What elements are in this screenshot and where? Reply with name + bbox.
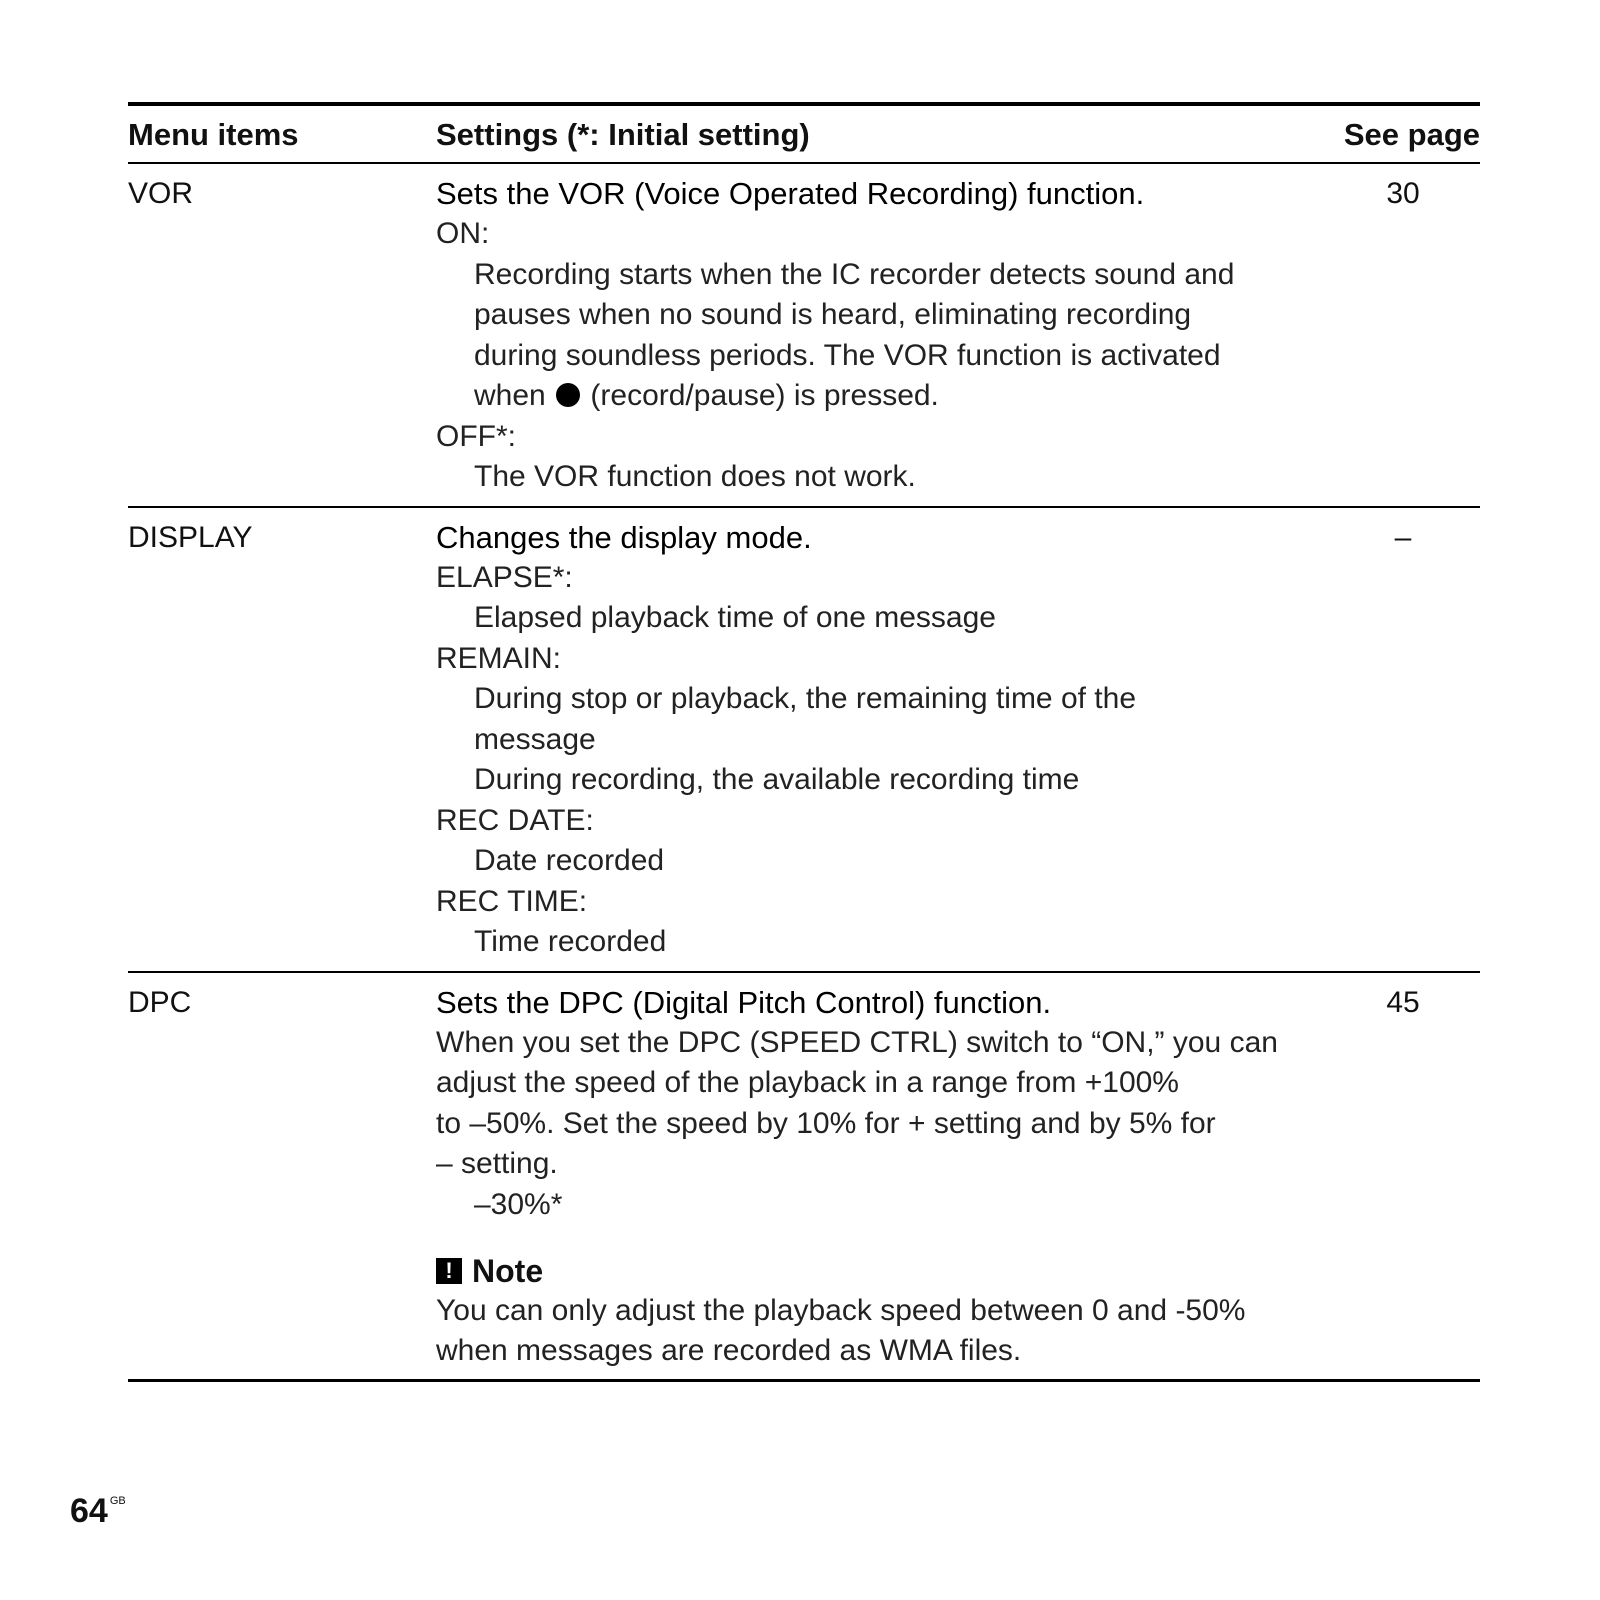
vor-off-desc: The VOR function does not work. xyxy=(474,460,916,493)
table-row-display xyxy=(128,508,1480,973)
note-heading xyxy=(436,1251,1326,1291)
display-remain-desc-2: message xyxy=(474,722,596,756)
vor-off-label: OFF*: xyxy=(436,419,516,453)
table-row-vor xyxy=(128,164,1480,508)
display-see-page: – xyxy=(1394,520,1412,554)
vor-on-desc-1: Recording starts when the IC recorder detects sound and xyxy=(474,257,1235,291)
vor-on-desc-3: during soundless periods. The VOR function is activated xyxy=(474,338,1221,372)
vor-on-desc-4a: when xyxy=(474,379,546,412)
header-menu-items: Menu items xyxy=(128,117,299,152)
dpc-default-value: –30%* xyxy=(474,1187,563,1221)
page-number xyxy=(70,1492,126,1531)
display-remain-desc-3: During recording, the available recording time xyxy=(474,763,1080,796)
page-number-value: 64 xyxy=(70,1492,108,1530)
vor-on-desc-4b: (record/pause) is pressed. xyxy=(590,379,939,412)
display-rectime-label: REC TIME: xyxy=(436,884,588,918)
display-title: Changes the display mode. xyxy=(436,519,812,555)
vor-on-label: ON: xyxy=(436,217,490,250)
page-region-code: GB xyxy=(109,1495,126,1507)
dpc-see-page: 45 xyxy=(1386,985,1420,1019)
menu-item-dpc: DPC xyxy=(128,985,192,1019)
display-elapse-label: ELAPSE*: xyxy=(436,560,573,594)
header-settings: Settings (*: Initial setting) xyxy=(436,117,810,152)
menu-item-display: DISPLAY xyxy=(128,520,253,554)
record-dot-icon xyxy=(556,383,580,407)
display-recdate-label: REC DATE: xyxy=(436,803,594,837)
table-header-row xyxy=(128,106,1480,164)
display-rectime-desc: Time recorded xyxy=(474,925,667,958)
display-elapse-desc: Elapsed playback time of one message xyxy=(474,601,996,634)
display-recdate-desc: Date recorded xyxy=(474,844,665,877)
note-icon: ! xyxy=(436,1258,462,1284)
display-remain-label: REMAIN: xyxy=(436,641,562,675)
dpc-title: Sets the DPC (Digital Pitch Control) function. xyxy=(436,984,1052,1020)
vor-title: Sets the VOR (Voice Operated Recording) function. xyxy=(436,176,1145,211)
settings-table xyxy=(128,102,1480,1382)
dpc-para-4: – setting. xyxy=(436,1147,558,1180)
dpc-para-2: adjust the speed of the playback in a range from +100% xyxy=(436,1066,1179,1099)
dpc-para-3: to –50%. Set the speed by 10% for + setting and by 5% for xyxy=(436,1106,1216,1140)
vor-see-page: 30 xyxy=(1386,177,1420,210)
display-remain-desc-1: During stop or playback, the remaining time of the xyxy=(474,682,1137,715)
menu-item-vor: VOR xyxy=(128,177,194,210)
vor-on-desc-2: pauses when no sound is heard, eliminating recording xyxy=(474,298,1192,331)
settings-display xyxy=(436,518,1326,963)
header-see-page: See page xyxy=(1343,117,1480,152)
settings-dpc xyxy=(436,983,1326,1372)
note-text-1: You can only adjust the playback speed between 0 and -50% xyxy=(436,1294,1246,1327)
table-row-dpc xyxy=(128,973,1480,1383)
settings-vor xyxy=(436,174,1326,498)
note-title: Note xyxy=(472,1253,544,1289)
vor-on-desc-4 xyxy=(436,376,1326,417)
note-text-2: when messages are recorded as WMA files. xyxy=(436,1334,1022,1367)
dpc-para-1: When you set the DPC (SPEED CTRL) switch to “ON,” you can xyxy=(436,1025,1278,1059)
